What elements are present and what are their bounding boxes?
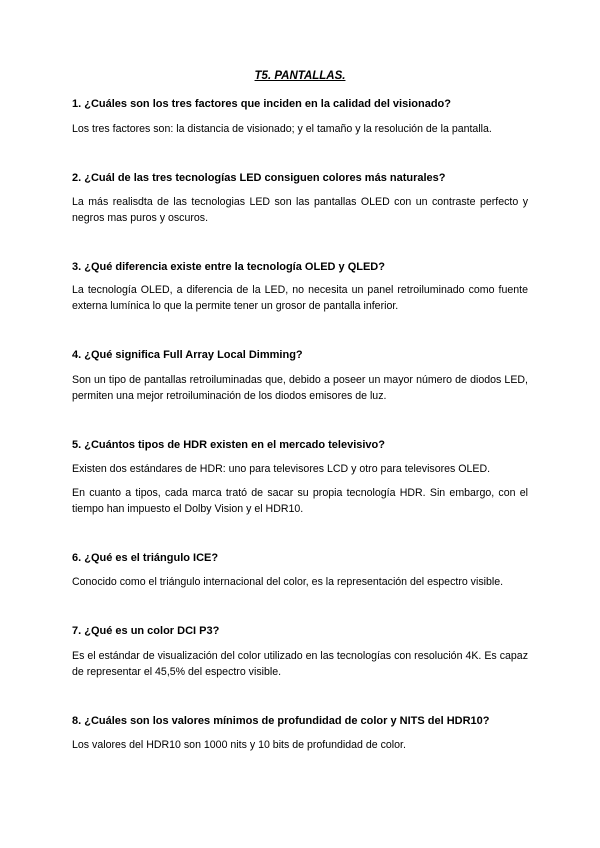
question-2: 2. ¿Cuál de las tres tecnologías LED consiguen colores más naturales? bbox=[72, 172, 446, 184]
question-5: 5. ¿Cuántos tipos de HDR existen en el mercado televisivo? bbox=[72, 439, 385, 451]
document-title: T5. PANTALLAS. bbox=[254, 70, 346, 82]
question-1: 1. ¿Cuáles son los tres factores que inciden en la calidad del visionado? bbox=[72, 98, 451, 110]
answer-7: Es el estándar de visualización del color utilizado en las tecnologías con resolución 4K. Es capaz de representar el 45,5% del espectro visible. bbox=[72, 650, 528, 678]
answer-3: La tecnología OLED, a diferencia de la LED, no necesita un panel retroiluminado como fuente externa lumínica lo que la permite tener un grosor de pantalla inferior. bbox=[72, 284, 528, 312]
answer-2: La más realisdta de las tecnologias LED son las pantallas OLED con un contraste perfecto y negros mas puros y oscuros. bbox=[72, 196, 528, 224]
answer-6: Conocido como el triángulo internacional del color, es la representación del espectro visible. bbox=[72, 576, 504, 588]
question-8: 8. ¿Cuáles son los valores mínimos de profundidad de color y NITS del HDR10? bbox=[72, 715, 490, 727]
answer-5a: Existen dos estándares de HDR: uno para televisores LCD y otro para televisores OLED. bbox=[72, 463, 491, 475]
question-4: 4. ¿Qué significa Full Array Local Dimming? bbox=[72, 349, 303, 361]
answer-8: Los valores del HDR10 son 1000 nits y 10 bits de profundidad de color. bbox=[72, 739, 406, 751]
question-7: 7. ¿Qué es un color DCI P3? bbox=[72, 625, 220, 637]
question-3: 3. ¿Qué diferencia existe entre la tecnología OLED y QLED? bbox=[72, 261, 385, 273]
answer-4: Son un tipo de pantallas retroiluminadas que, debido a poseer un mayor número de diodos LED, permiten una mejor retroiluminación de los diodos emisores de luz. bbox=[72, 374, 528, 402]
answer-1: Los tres factores son: la distancia de visionado; y el tamaño y la resolución de la pantalla. bbox=[72, 123, 492, 135]
answer-5b: En cuanto a tipos, cada marca trató de sacar su propia tecnología HDR. Sin embargo, con el tiempo han impuesto el Dolby Vision y el HDR10. bbox=[72, 487, 528, 515]
question-6: 6. ¿Qué es el triángulo ICE? bbox=[72, 552, 219, 564]
